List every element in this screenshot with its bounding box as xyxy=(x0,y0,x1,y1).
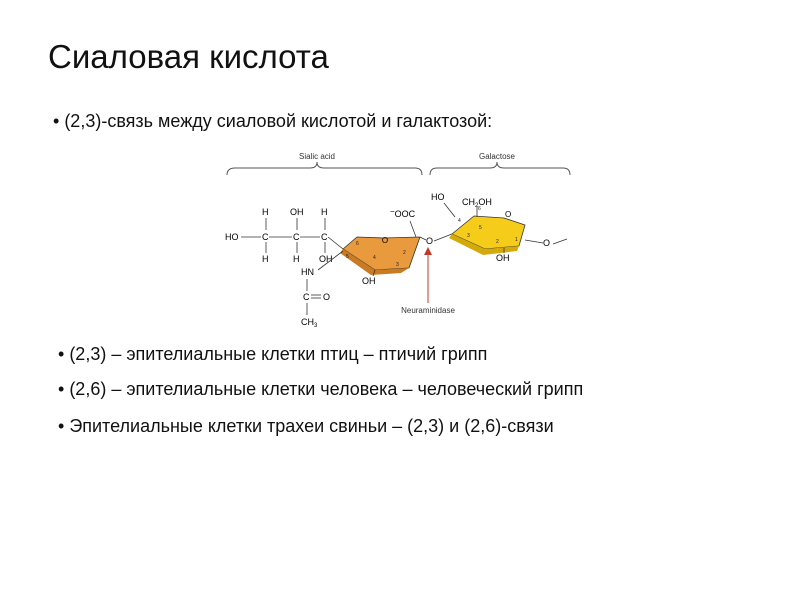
ring-number-5: 5 xyxy=(346,254,349,260)
glycosidic-oxygen: O xyxy=(426,236,434,246)
bullet-item-human xyxy=(58,379,583,400)
sialic-acid-label: Sialic acid xyxy=(298,152,336,161)
chain-h-top-3: H xyxy=(321,207,328,217)
gal-ring-number-1: 1 xyxy=(515,237,518,243)
slide-title: Сиаловая кислота xyxy=(48,38,329,75)
carboxylate: −OOC xyxy=(390,207,416,219)
acetyl-ch3: $CH_3$ xyxy=(301,317,318,329)
galactose-oh: OH xyxy=(496,253,510,263)
bullet-item-avian xyxy=(58,344,487,365)
chain-oh-top: OH xyxy=(290,207,304,217)
bullet-text: (2,3) – эпителиальные клетки птиц – птичий грипп xyxy=(69,344,488,364)
ring-number-3: 3 xyxy=(396,262,399,268)
ring-number-4: 4 xyxy=(373,255,376,261)
gal-ring-number-3: 3 xyxy=(467,233,470,239)
chain-ho: HO xyxy=(225,232,239,242)
bullet-dot: • xyxy=(53,111,60,131)
gal-ring-number-4: 4 xyxy=(458,218,461,224)
galactose-o-link: O xyxy=(543,238,551,248)
chain-oh-bottom: OH xyxy=(319,254,333,264)
galactose-ch2oh: $CH_2OH$ xyxy=(462,197,492,209)
gal-ring-number-2: 2 xyxy=(496,239,499,245)
sialic-galactose-diagram xyxy=(215,145,580,330)
acetyl-c: C xyxy=(303,292,310,302)
chain-h-top-1: H xyxy=(262,207,269,217)
gal-ring-number-5: 5 xyxy=(479,225,482,231)
neuraminidase-arrowhead xyxy=(424,247,432,255)
chain-hn: HN xyxy=(301,267,314,277)
galactose-label: Galactose xyxy=(478,152,516,161)
gal-ring-number-6: 6 xyxy=(478,206,481,212)
chain-c2: C xyxy=(293,232,300,242)
sialic-oh: OH xyxy=(362,276,376,286)
bullet-text: (2,6) – эпителиальные клетки человека – человеческий грипп xyxy=(69,379,584,399)
chain-h-bottom-2: H xyxy=(293,254,300,264)
structure-svg xyxy=(215,145,580,330)
galactose-ring-oxygen: O xyxy=(505,210,512,219)
sialic-bracket xyxy=(227,162,422,175)
bullet-item-linkage xyxy=(53,111,492,132)
neuraminidase-label: Neuraminidase xyxy=(401,306,455,315)
galactose-ho: HO xyxy=(431,192,445,202)
ring-number-2: 2 xyxy=(403,250,406,256)
chain-h-bottom-1: H xyxy=(262,254,269,264)
galactose-bracket xyxy=(430,162,570,175)
bullet-dot: • xyxy=(58,344,65,364)
chain-c1: C xyxy=(262,232,269,242)
bullet-text: (2,3)-связь между сиаловой кислотой и галактозой: xyxy=(64,111,493,131)
bullet-item-swine xyxy=(58,416,554,437)
bullet-dot: • xyxy=(58,416,65,436)
ring-number-6: 6 xyxy=(356,241,359,247)
sialic-ring-oxygen: O xyxy=(381,236,389,245)
bullet-text: Эпителиальные клетки трахеи свиньи – (2,3) и (2,6)-связи xyxy=(69,416,554,436)
bullet-dot: • xyxy=(58,379,65,399)
acetyl-o: O xyxy=(323,292,331,302)
chain-c3: C xyxy=(321,232,328,242)
